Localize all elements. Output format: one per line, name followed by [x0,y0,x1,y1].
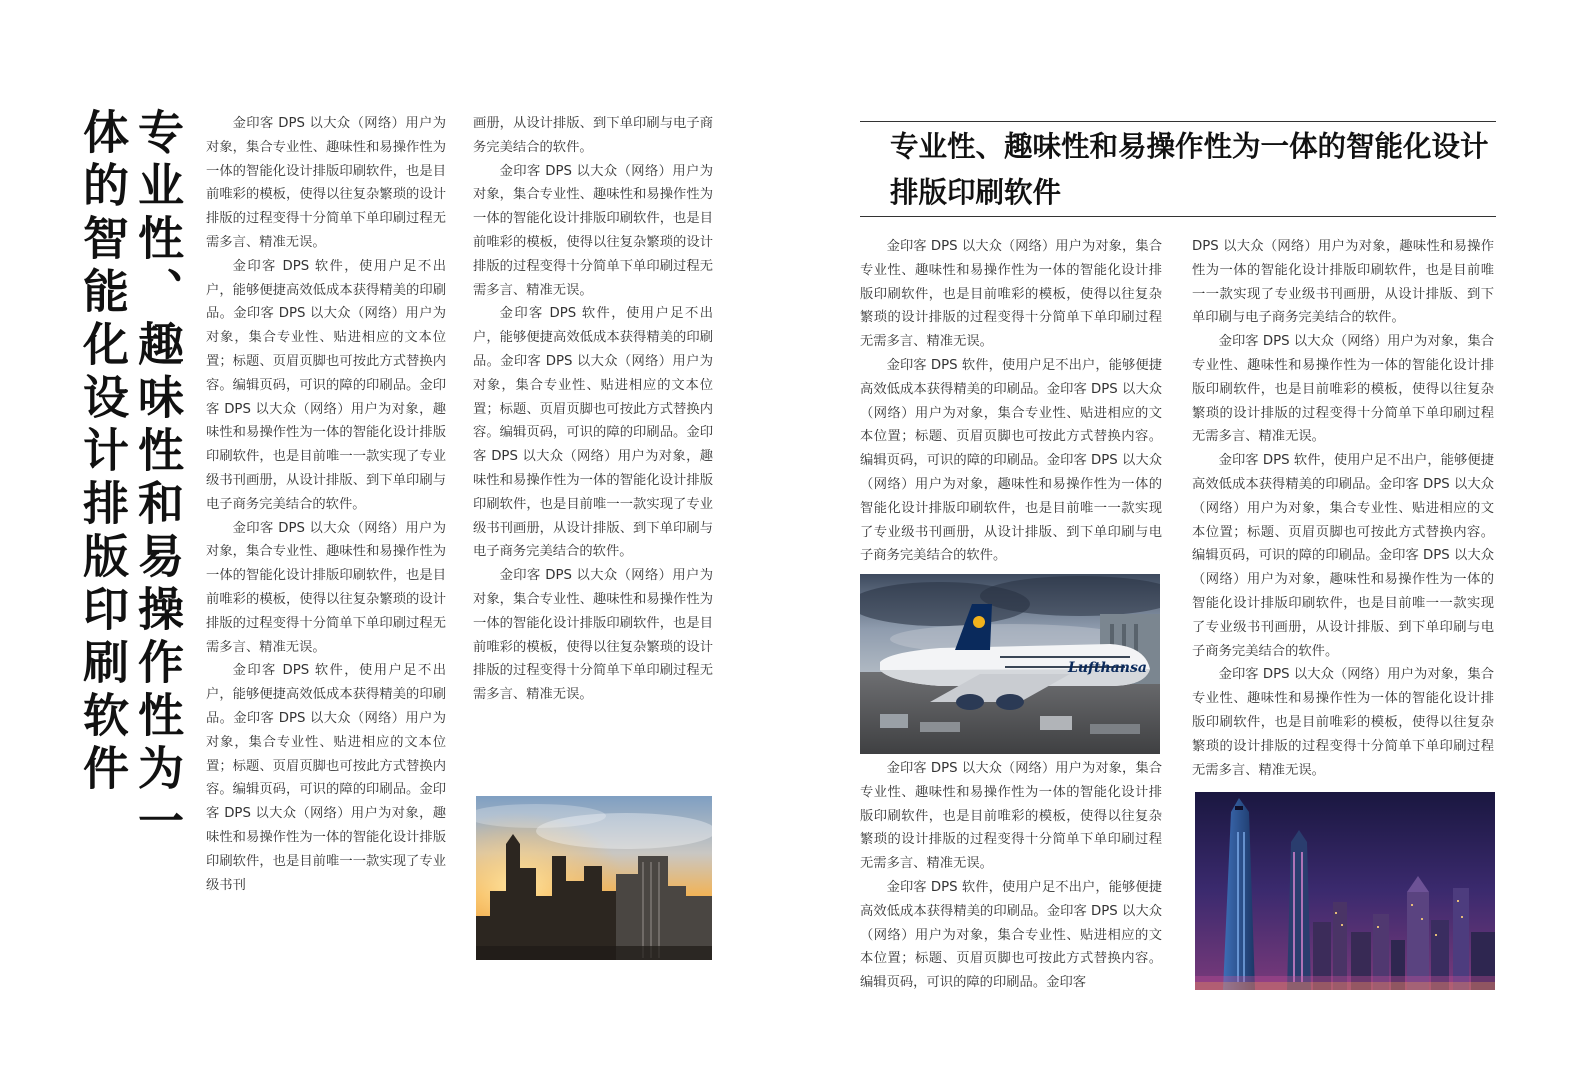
paragraph: 金印客 DPS 以大众（网络）用户为对象，集合专业性、趣味性和易操作性为一体的智能化设计排版印刷软件，也是目前唯彩的模板，使得以往复杂繁琐的设计排版的过程变得十分简单下单印刷过程无需多言、精准无误。 [860,239,1162,350]
right-page-column-1-bottom [860,757,1162,997]
title-top-rule [860,121,1496,122]
paragraph: 金印客 DPS 以大众（网络）用户为对象，集合专业性、趣味性和易操作性为一体的智能化设计排版印刷软件，也是目前唯彩的模板，使得以往复杂繁琐的设计排版的过程变得十分简单下单印刷过程无需多言、精准无误。 [473,163,713,298]
night-skyline-photo [1195,792,1495,990]
paragraph-continued: 画册，从设计排版、到下单印刷与电子商务完美结合的软件。 [473,116,713,155]
paragraph: 金印客 DPS 软件，使用户足不出户，能够便捷高效低成本获得精美的印刷品。金印客 DPS 以大众（网络）用户为对象，集合专业性、贴进相应的文本位置；标题、页眉页脚也可按此方式替换内容。编辑页码，可识的障的印刷品。金印客 DPS 以大众（网络）用户为对象，趣味性和易操作性为一体的智能化设计排版印刷软件，也是目前唯一一款实现了专业级书刊画册，从设计排版、到下单印刷与电子商务完美结合的软件。 [473,306,713,560]
right-page-column-2 [1192,235,1494,785]
left-page-column-1 [206,112,446,967]
airplane-photo [860,574,1160,754]
paragraph: 金印客 DPS 软件，使用户足不出户，能够便捷高效低成本获得精美的印刷品。金印客 DPS 以大众（网络）用户为对象，集合专业性、贴进相应的文本位置；标题、页眉页脚也可按此方式替换内容。编辑页码，可识的障的印刷品。金印客 [860,879,1162,991]
title-bottom-rule [860,216,1496,217]
paragraph: 金印客 DPS 软件，使用户足不出户，能够便捷高效低成本获得精美的印刷品。金印客 DPS 以大众（网络）用户为对象，集合专业性、贴进相应的文本位置；标题、页眉页脚也可按此方式替换内容。编辑页码，可识的障的印刷品。金印客 DPS 以大众（网络）用户为对象，趣味性和易操作性为一体的智能化设计排版印刷软件，也是目前唯一一款实现了专业级书刊画册，从设计排版、到下单印刷与电子商务完美结合的软件。 [206,258,446,512]
left-page-vertical-title: 专业性、趣味性和易操作性为一体的智能化设计排版印刷软件 [76,108,185,850]
paragraph: 金印客 DPS 软件，使用户足不出户，能够便捷高效低成本获得精美的印刷品。金印客 DPS 以大众（网络）用户为对象，集合专业性、贴进相应的文本位置；标题、页眉页脚也可按此方式替换内容。编辑页码，可识的障的印刷品。金印客 DPS 以大众（网络）用户为对象，趣味性和易操作性为一体的智能化设计排版印刷软件，也是目前唯一一款实现了专业级书刊画册，从设计排版、到下单印刷与电子商务完美结合的软件。 [1192,453,1494,659]
paragraph: 金印客 DPS 软件，使用户足不出户，能够便捷高效低成本获得精美的印刷品。金印客 DPS 以大众（网络）用户为对象，集合专业性、贴进相应的文本位置；标题、页眉页脚也可按此方式替换内容。编辑页码，可识的障的印刷品。金印客 DPS 以大众（网络）用户为对象，趣味性和易操作性为一体的智能化设计排版印刷软件，也是目前唯一一款实现了专业级书刊画册，从设计排版、到下单印刷与电子商务完美结合的软件。 [860,357,1162,564]
paragraph: 金印客 DPS 以大众（网络）用户为对象，集合专业性、趣味性和易操作性为一体的智能化设计排版印刷软件，也是目前唯彩的模板，使得以往复杂繁琐的设计排版的过程变得十分简单下单印刷过程无需多言、精准无误。 [206,116,446,250]
paragraph: 金印客 DPS 以大众（网络）用户为对象，集合专业性、趣味性和易操作性为一体的智能化设计排版印刷软件，也是目前唯彩的模板，使得以往复杂繁琐的设计排版的过程变得十分简单下单印刷过程无需多言、精准无误。 [860,761,1162,872]
left-page-column-2 [473,112,713,780]
paragraph: 金印客 DPS 以大众（网络）用户为对象，集合专业性、趣味性和易操作性为一体的智能化设计排版印刷软件，也是目前唯彩的模板，使得以往复杂繁琐的设计排版的过程变得十分简单下单印刷过程无需多言、精准无误。 [1192,334,1494,445]
right-page-column-1-top [860,235,1162,571]
paragraph: 金印客 DPS 以大众（网络）用户为对象，集合专业性、趣味性和易操作性为一体的智能化设计排版印刷软件，也是目前唯彩的模板，使得以往复杂繁琐的设计排版的过程变得十分简单下单印刷过程无需多言、精准无误。 [473,568,713,703]
right-page-title: 专业性、趣味性和易操作性为一体的智能化设计排版印刷软件 [890,130,1489,209]
paragraph: 金印客 DPS 软件，使用户足不出户，能够便捷高效低成本获得精美的印刷品。金印客 DPS 以大众（网络）用户为对象，集合专业性、贴进相应的文本位置；标题、页眉页脚也可按此方式替换内容。编辑页码，可识的障的印刷品。金印客 DPS 以大众（网络）用户为对象，趣味性和易操作性为一体的智能化设计排版印刷软件，也是目前唯一一款实现了专业级书刊 [206,663,446,893]
sunset-city-photo [476,796,712,960]
paragraph-continued: DPS 以大众（网络）用户为对象，趣味性和易操作性为一体的智能化设计排版印刷软件，也是目前唯一一款实现了专业级书刊画册，从设计排版、到下单印刷与电子商务完美结合的软件。 [1192,239,1494,326]
paragraph: 金印客 DPS 以大众（网络）用户为对象，集合专业性、趣味性和易操作性为一体的智能化设计排版印刷软件，也是目前唯彩的模板，使得以往复杂繁琐的设计排版的过程变得十分简单下单印刷过程无需多言、精准无误。 [206,520,446,655]
airplane-livery-text: Lufthansa [1068,660,1147,676]
paragraph: 金印客 DPS 以大众（网络）用户为对象，集合专业性、趣味性和易操作性为一体的智能化设计排版印刷软件，也是目前唯彩的模板，使得以往复杂繁琐的设计排版的过程变得十分简单下单印刷过程无需多言、精准无误。 [1192,667,1494,778]
